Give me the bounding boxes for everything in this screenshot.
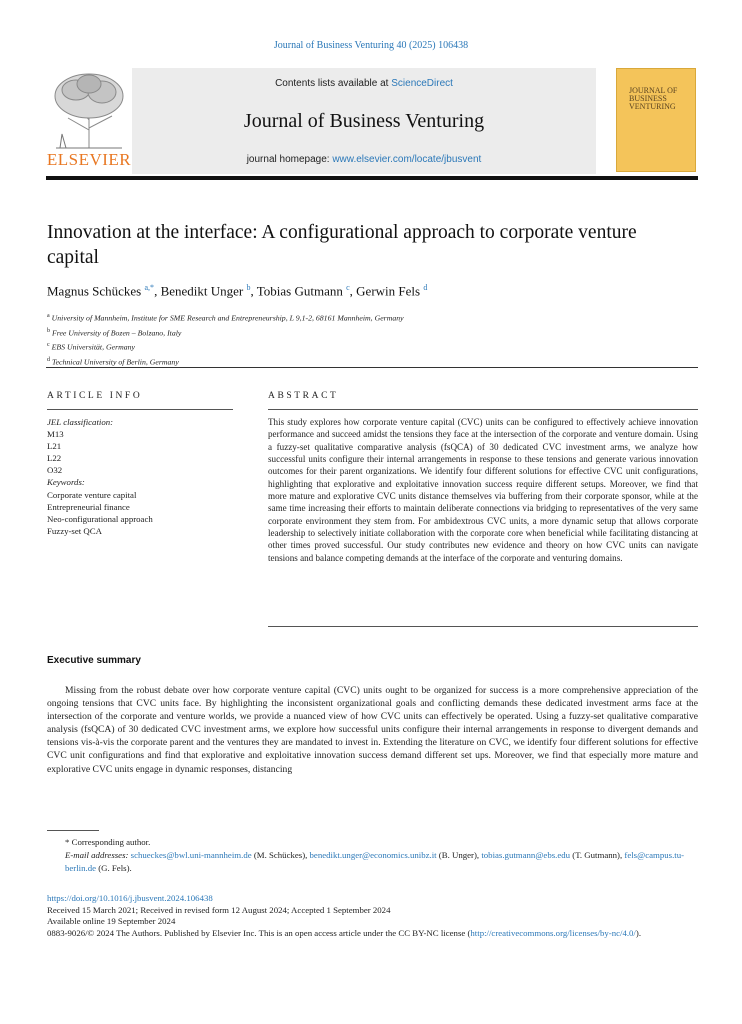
elsevier-logo[interactable] xyxy=(46,68,132,168)
article-info-rule xyxy=(47,409,233,410)
keyword: Fuzzy-set QCA xyxy=(47,525,102,536)
author-affil-link[interactable]: b xyxy=(246,283,251,292)
affiliation-marker: a xyxy=(47,313,50,319)
corresponding-author-note: * Corresponding author. xyxy=(65,837,151,847)
affiliation-item xyxy=(47,310,404,325)
license-text: 0883-9026/© 2024 The Authors. Published by Elsevier Inc. This is an open access article under the CC BY-NC license ( xyxy=(47,927,471,938)
sciencedirect-link[interactable]: ScienceDirect xyxy=(391,78,453,89)
email-link[interactable]: fels@campus.tu-berlin.de xyxy=(65,849,685,873)
affiliation-marker: b xyxy=(47,327,50,334)
affiliation-marker: c xyxy=(47,342,50,349)
email-addresses xyxy=(47,849,698,875)
author-name: Gerwin Fels xyxy=(356,283,421,299)
affiliation-item xyxy=(47,339,404,354)
jel-code: O32 xyxy=(47,465,63,476)
contents-prefix: Contents lists available at xyxy=(275,78,392,89)
affiliation-text: University of Mannheim, Institute for SME Research and Entrepreneurship, L 9,1-2, 68161 Mannheim, Germany xyxy=(51,313,404,323)
email-label: E-mail addresses: xyxy=(65,849,129,860)
email-owner: (M. Schückes), xyxy=(251,849,310,860)
keyword: Corporate venture capital xyxy=(47,489,137,500)
email-link[interactable]: tobias.gutmann@ebs.edu xyxy=(481,849,571,860)
jel-code: L21 xyxy=(47,441,62,452)
journal-cover-thumbnail[interactable] xyxy=(616,68,696,172)
elsevier-wordmark: ELSEVIER xyxy=(46,150,132,169)
journal-name: Journal of Business Venturing xyxy=(243,110,485,132)
affiliation-text: EBS Universität, Germany xyxy=(51,342,135,352)
license-link[interactable]: http://creativecommons.org/licenses/by-nc/4.0/ xyxy=(470,927,636,938)
homepage-link[interactable]: www.elsevier.com/locate/jbusvent xyxy=(332,154,482,165)
footnotes xyxy=(47,836,698,874)
homepage-line xyxy=(132,154,596,165)
journal-reference[interactable]: Journal of Business Venturing 40 (2025) 106438 xyxy=(273,40,469,51)
jel-label: JEL classification: xyxy=(47,417,114,427)
affiliation-text: Technical University of Berlin, Germany xyxy=(51,357,179,367)
abstract-text: This study explores how corporate venture capital (CVC) units can be configured to effectively achieve innovation performance and succeed amidst the tensions they face at the intersection of the corporate and venture domain. Using a fuzzy-set qualitative comparative analysis (fsQCA) of 30 dedicated CVC investment arms, we analyze how successful units configure their internal arrangements in response to these tensions and generate various innovation outcomes for their parent organizations. We identify four different solutions for effective CVC unit configurations, highlighting that explorative and exploitative innovation success require different setups. Moreover, we find that more mature and explorative CVC units distance themselves via buffering from their corporate sponsor, while at the same time increasing their efforts to maintain deliberate connections via bridging to representatives of the very same corporate environment they stem from. For ambidextrous CVC units, a more dynamic setup that allows corporate leadership to selectively initiate collaboration with the corporate core when beneficial while facilitating distancing at other times proved successful. Our study contributes new evidence and theory on how CVC units can navigate tensions and balance competing demands at the interface of the corporate and venturing domains. xyxy=(268,417,698,563)
author-list xyxy=(47,283,427,299)
author-affil-link[interactable]: d xyxy=(423,283,428,292)
email-link[interactable]: schueckes@bwl.uni-mannheim.de xyxy=(130,849,252,860)
article-title: Innovation at the interface: A configurational approach to corporate venture capital xyxy=(47,222,637,268)
jel-code: L22 xyxy=(47,453,62,464)
email-owner: (B. Unger), xyxy=(436,849,482,860)
contents-line xyxy=(132,78,596,89)
abstract-bottom-rule xyxy=(268,626,698,627)
abstract-heading: ABSTRACT xyxy=(268,391,339,401)
author-affil-link[interactable]: a,* xyxy=(144,283,155,292)
license-end: ). xyxy=(635,927,642,938)
received-dates: Received 15 March 2021; Received in revised form 12 August 2024; Accepted 1 September 2024 xyxy=(47,904,391,915)
article-info-heading: ARTICLE INFO xyxy=(47,391,143,401)
available-online: Available online 19 September 2024 xyxy=(47,916,176,927)
cover-title: JOURNAL OF BUSINESS VENTURING xyxy=(629,86,678,111)
affiliation-text: Free University of Bozen – Bolzano, Italy xyxy=(51,328,182,338)
keyword: Neo-configurational approach xyxy=(47,513,153,524)
email-owner: (T. Gutmann), xyxy=(570,849,625,860)
author-name: Benedikt Unger xyxy=(160,283,244,299)
author-name: Tobias Gutmann xyxy=(256,283,343,299)
affiliations xyxy=(47,310,404,368)
keywords-label: Keywords: xyxy=(47,477,85,488)
masthead-box xyxy=(132,68,596,174)
article-info xyxy=(47,416,237,537)
elsevier-tree-icon xyxy=(48,70,130,150)
executive-summary-text: Missing from the robust debate over how corporate venture capital (CVC) units ought to be organized for success is a more comprehensive appreciation of the ongoing tensions that CVC units face. By highlighting the inconsistent organizational goals and conflicting demands these dedicated investment arms face at the intersection of the corporate and venture worlds, we provide a nuanced view of how CVC units can effectively be operated. Using a fuzzy-set qualitative comparative analysis (fsQCA) of 30 dedicated CVC investment arms, we explore how successful units configure their internal arrangements in response to divergent demands and tensions vis-à-vis the corporate parent and the ventures they are mandated to invest in. Extending the literature on CVC, we identify four different solutions for effective CVC unit configurations and find that explorative and exploitative innovation success demand different set ups. Moreover, we find that especially more mature and explorative CVC units engage in dynamic responses, distancing xyxy=(47,685,698,775)
abstract-rule xyxy=(268,409,698,410)
email-link[interactable]: benedikt.unger@economics.unibz.it xyxy=(309,849,437,860)
license-line xyxy=(47,928,698,940)
footnote-rule xyxy=(47,830,99,831)
author-separator: , xyxy=(154,283,161,299)
author-separator: , xyxy=(250,283,257,299)
email-owner: (G. Fels). xyxy=(96,862,132,873)
doi-link[interactable]: https://doi.org/10.1016/j.jbusvent.2024.106438 xyxy=(47,893,213,903)
section-rule xyxy=(46,367,698,368)
jel-code: M13 xyxy=(47,429,64,440)
author-name: Magnus Schückes xyxy=(47,283,142,299)
publication-info xyxy=(47,893,698,939)
author-separator: , xyxy=(349,283,357,299)
masthead xyxy=(46,68,698,176)
header-rule xyxy=(46,176,698,180)
homepage-prefix: journal homepage: xyxy=(246,154,333,165)
author-affil-link[interactable]: c xyxy=(346,283,350,292)
affiliation-item xyxy=(47,325,404,340)
executive-summary-heading: Executive summary xyxy=(47,655,141,666)
keyword: Entrepreneurial finance xyxy=(47,501,130,512)
affiliation-marker: d xyxy=(47,356,50,363)
